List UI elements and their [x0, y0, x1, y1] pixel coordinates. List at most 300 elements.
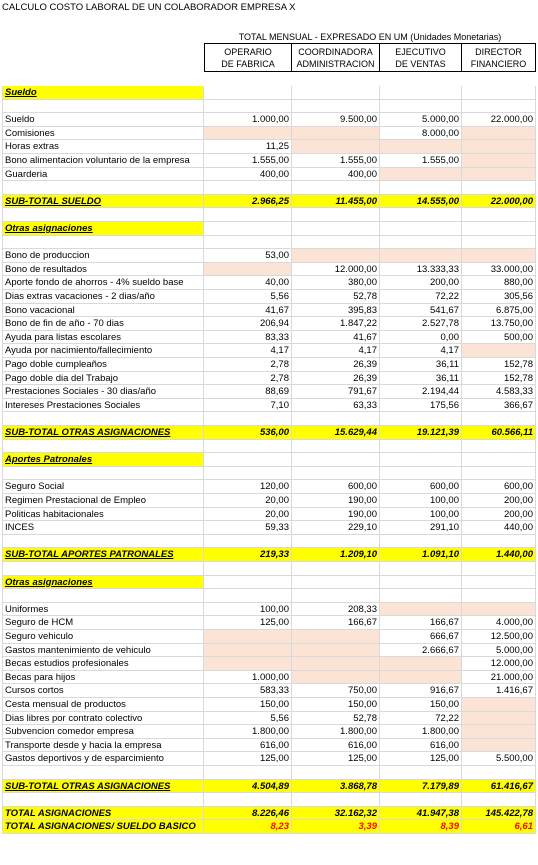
- value-cell: [462, 140, 536, 154]
- blank-row: [2, 440, 536, 454]
- value-cell: [204, 453, 292, 467]
- value-cell: 4,17: [292, 344, 380, 358]
- header-operario: [204, 44, 292, 72]
- value-cell: 400,00: [204, 168, 292, 182]
- value-cell: 440,00: [462, 521, 536, 535]
- value-cell: [380, 86, 462, 100]
- value-cell: 536,00: [204, 426, 292, 440]
- row-label: Bono de resultados: [2, 263, 204, 277]
- blank-row: [2, 562, 536, 576]
- value-cell: [462, 344, 536, 358]
- value-cell: 305,56: [462, 290, 536, 304]
- value-cell: [380, 562, 462, 576]
- row-label: SUB-TOTAL OTRAS ASIGNACIONES: [2, 780, 204, 794]
- value-cell: 583,33: [204, 684, 292, 698]
- value-cell: 5,56: [204, 712, 292, 726]
- table-row: [2, 494, 536, 508]
- row-label: Bono alimentacion voluntario de la empresa: [2, 154, 204, 168]
- value-cell: [380, 589, 462, 603]
- value-cell: 166,67: [292, 616, 380, 630]
- value-cell: 15.629,44: [292, 426, 380, 440]
- row-label: TOTAL ASIGNACIONES/ SUELDO BASICO: [2, 820, 204, 834]
- row-label: Seguro de HCM: [2, 616, 204, 630]
- value-cell: 190,00: [292, 508, 380, 522]
- value-cell: 125,00: [380, 752, 462, 766]
- value-cell: 291,10: [380, 521, 462, 535]
- row-label: Seguro vehiculo: [2, 630, 204, 644]
- value-cell: 150,00: [204, 698, 292, 712]
- value-cell: [204, 793, 292, 807]
- row-label: SUB-TOTAL APORTES PATRONALES: [2, 548, 204, 562]
- table-row: [2, 358, 536, 372]
- row-label: Bono de produccion: [2, 249, 204, 263]
- value-cell: 1.555,00: [204, 154, 292, 168]
- value-cell: 5,56: [204, 290, 292, 304]
- value-cell: [204, 766, 292, 780]
- value-cell: [380, 140, 462, 154]
- value-cell: 41,67: [204, 304, 292, 318]
- table-row: [2, 304, 536, 318]
- value-cell: 6.875,00: [462, 304, 536, 318]
- section-header-row: [2, 86, 536, 100]
- value-cell: [380, 766, 462, 780]
- value-cell: [462, 725, 536, 739]
- value-cell: [204, 657, 292, 671]
- value-cell: 21.000,00: [462, 671, 536, 685]
- value-cell: 125,00: [204, 616, 292, 630]
- value-cell: 880,00: [462, 276, 536, 290]
- value-cell: 22.000,00: [462, 195, 536, 209]
- value-cell: 2.666,67: [380, 644, 462, 658]
- value-cell: [462, 208, 536, 222]
- section-header-row: [2, 453, 536, 467]
- value-cell: 600,00: [380, 480, 462, 494]
- value-cell: 6,61: [462, 820, 536, 834]
- blank-row: [2, 467, 536, 481]
- value-cell: 616,00: [380, 739, 462, 753]
- table-row: [2, 399, 536, 413]
- value-cell: [292, 140, 380, 154]
- value-cell: [292, 766, 380, 780]
- value-cell: 14.555,00: [380, 195, 462, 209]
- value-cell: 1.000,00: [204, 671, 292, 685]
- value-cell: 1.209,10: [292, 548, 380, 562]
- value-cell: 1.555,00: [380, 154, 462, 168]
- value-cell: 219,33: [204, 548, 292, 562]
- value-cell: 63,33: [292, 399, 380, 413]
- value-cell: [292, 100, 380, 114]
- row-label: Aporte fondo de ahorros - 4% sueldo base: [2, 276, 204, 290]
- value-cell: 36,11: [380, 358, 462, 372]
- value-cell: [204, 208, 292, 222]
- value-cell: [462, 100, 536, 114]
- value-cell: 2,78: [204, 358, 292, 372]
- value-cell: 750,00: [292, 684, 380, 698]
- value-cell: 1.847,22: [292, 317, 380, 331]
- value-cell: 8.226,46: [204, 807, 292, 821]
- value-cell: [462, 154, 536, 168]
- table-row: [2, 657, 536, 671]
- header-director-line2: FINANCIERO: [470, 59, 527, 69]
- header-coordinadora: [292, 44, 380, 72]
- value-cell: 12.000,00: [462, 657, 536, 671]
- value-cell: [292, 249, 380, 263]
- value-cell: [380, 793, 462, 807]
- value-cell: [380, 440, 462, 454]
- value-cell: [380, 603, 462, 617]
- value-cell: 190,00: [292, 494, 380, 508]
- value-cell: [462, 222, 536, 236]
- value-cell: 600,00: [462, 480, 536, 494]
- value-cell: [462, 249, 536, 263]
- value-cell: [204, 236, 292, 250]
- row-label: Horas extras: [2, 140, 204, 154]
- ratio-row: [2, 820, 536, 834]
- value-cell: [380, 249, 462, 263]
- value-cell: [204, 589, 292, 603]
- value-cell: [204, 86, 292, 100]
- value-cell: 616,00: [292, 739, 380, 753]
- value-cell: [462, 603, 536, 617]
- value-cell: 145.422,78: [462, 807, 536, 821]
- subtotal-row: [2, 548, 536, 562]
- header-coordinadora-line2: ADMINISTRACION: [296, 59, 375, 69]
- value-cell: 72,22: [380, 290, 462, 304]
- row-label: Transporte desde y hacia la empresa: [2, 739, 204, 753]
- row-label: Politicas habitacionales: [2, 508, 204, 522]
- row-label: [2, 100, 204, 114]
- value-cell: 166,67: [380, 616, 462, 630]
- section-header-row: [2, 222, 536, 236]
- row-label: Sueldo: [2, 113, 204, 127]
- value-cell: 60.566,11: [462, 426, 536, 440]
- value-cell: 208,33: [292, 603, 380, 617]
- row-label: Becas para hijos: [2, 671, 204, 685]
- blank-row: [2, 236, 536, 250]
- value-cell: 916,67: [380, 684, 462, 698]
- value-cell: [462, 576, 536, 590]
- value-cell: [292, 793, 380, 807]
- value-cell: 1.416,67: [462, 684, 536, 698]
- blank-row: [2, 208, 536, 222]
- value-cell: 41.947,38: [380, 807, 462, 821]
- row-label: Dias extras vacaciones - 2 dias/año: [2, 290, 204, 304]
- row-label: Gastos deportivos y de esparcimiento: [2, 752, 204, 766]
- table-row: [2, 671, 536, 685]
- value-cell: [462, 181, 536, 195]
- value-cell: 83,33: [204, 331, 292, 345]
- header-group: TOTAL MENSUAL - EXPRESADO EN UM (Unidades Monetarias): [204, 30, 536, 44]
- row-label: Cursos cortos: [2, 684, 204, 698]
- table-row: [2, 521, 536, 535]
- value-cell: [380, 576, 462, 590]
- value-cell: [204, 181, 292, 195]
- value-cell: [292, 535, 380, 549]
- value-cell: 229,10: [292, 521, 380, 535]
- value-cell: [462, 535, 536, 549]
- table-row: [2, 644, 536, 658]
- row-label: [2, 467, 204, 481]
- table-row: [2, 508, 536, 522]
- row-label: [2, 535, 204, 549]
- header-director: [462, 44, 536, 72]
- row-label: INCES: [2, 521, 204, 535]
- value-cell: [380, 208, 462, 222]
- value-cell: [292, 562, 380, 576]
- value-cell: 2.966,25: [204, 195, 292, 209]
- table-row: [2, 616, 536, 630]
- blank-row: [2, 100, 536, 114]
- table-row: [2, 154, 536, 168]
- value-cell: 152,78: [462, 358, 536, 372]
- value-cell: 541,67: [380, 304, 462, 318]
- value-cell: 12.000,00: [292, 263, 380, 277]
- value-cell: [462, 453, 536, 467]
- value-cell: 1.800,00: [380, 725, 462, 739]
- table-row: [2, 263, 536, 277]
- row-label: [2, 236, 204, 250]
- header-ejecutivo-line2: DE VENTAS: [395, 59, 446, 69]
- table-row: [2, 480, 536, 494]
- header-coordinadora-line1: COORDINADORA: [298, 47, 373, 57]
- row-label: Intereses Prestaciones Sociales: [2, 399, 204, 413]
- blank-row: [2, 589, 536, 603]
- table-row: [2, 725, 536, 739]
- value-cell: 5.000,00: [462, 644, 536, 658]
- value-cell: 8.000,00: [380, 127, 462, 141]
- value-cell: [462, 412, 536, 426]
- value-cell: [462, 467, 536, 481]
- blank-row: [2, 793, 536, 807]
- value-cell: 206,94: [204, 317, 292, 331]
- table-row: [2, 712, 536, 726]
- value-cell: 100,00: [380, 508, 462, 522]
- value-cell: [462, 127, 536, 141]
- value-cell: 4.504,89: [204, 780, 292, 794]
- value-cell: [292, 236, 380, 250]
- value-cell: 61.416,67: [462, 780, 536, 794]
- subtotal-row: [2, 426, 536, 440]
- value-cell: 400,00: [292, 168, 380, 182]
- row-label: [2, 208, 204, 222]
- value-cell: [292, 127, 380, 141]
- value-cell: [292, 440, 380, 454]
- value-cell: 7,10: [204, 399, 292, 413]
- value-cell: 5.500,00: [462, 752, 536, 766]
- value-cell: [292, 589, 380, 603]
- value-cell: [380, 412, 462, 426]
- value-cell: 1.555,00: [292, 154, 380, 168]
- value-cell: [204, 222, 292, 236]
- row-label: Uniformes: [2, 603, 204, 617]
- value-cell: [204, 263, 292, 277]
- value-cell: [380, 222, 462, 236]
- value-cell: [292, 86, 380, 100]
- value-cell: 2,78: [204, 372, 292, 386]
- value-cell: 72,22: [380, 712, 462, 726]
- table-row: [2, 739, 536, 753]
- value-cell: [204, 535, 292, 549]
- value-cell: [204, 467, 292, 481]
- table-row: [2, 168, 536, 182]
- subtotal-row: [2, 195, 536, 209]
- row-label: Regimen Prestacional de Empleo: [2, 494, 204, 508]
- total-row: [2, 807, 536, 821]
- blank-row: [2, 766, 536, 780]
- row-label: [2, 412, 204, 426]
- value-cell: 2.527,78: [380, 317, 462, 331]
- value-cell: 40,00: [204, 276, 292, 290]
- row-label: Aportes Patronales: [2, 453, 204, 467]
- value-cell: 152,78: [462, 372, 536, 386]
- value-cell: 1.440,00: [462, 548, 536, 562]
- row-label: Guarderia: [2, 168, 204, 182]
- value-cell: [292, 453, 380, 467]
- table-row: [2, 317, 536, 331]
- value-cell: 20,00: [204, 494, 292, 508]
- row-label: [2, 562, 204, 576]
- row-label: SUB-TOTAL OTRAS ASIGNACIONES: [2, 426, 204, 440]
- value-cell: [204, 644, 292, 658]
- row-label: Prestaciones Sociales - 30 dias/año: [2, 385, 204, 399]
- value-cell: 3,39: [292, 820, 380, 834]
- value-cell: [462, 168, 536, 182]
- value-cell: 1.800,00: [204, 725, 292, 739]
- value-cell: 175,56: [380, 399, 462, 413]
- value-cell: [462, 440, 536, 454]
- value-cell: [380, 467, 462, 481]
- value-cell: [462, 766, 536, 780]
- value-cell: [462, 86, 536, 100]
- row-label: [2, 793, 204, 807]
- value-cell: [292, 208, 380, 222]
- value-cell: [292, 657, 380, 671]
- value-cell: 13.750,00: [462, 317, 536, 331]
- row-label: Dias libres por contrato colectivo: [2, 712, 204, 726]
- value-cell: [292, 630, 380, 644]
- value-cell: 500,00: [462, 331, 536, 345]
- value-cell: 380,00: [292, 276, 380, 290]
- value-cell: 20,00: [204, 508, 292, 522]
- value-cell: 8,39: [380, 820, 462, 834]
- value-cell: 26,39: [292, 358, 380, 372]
- value-cell: 100,00: [204, 603, 292, 617]
- table-row: [2, 698, 536, 712]
- row-label: Otras asignaciones: [2, 222, 204, 236]
- value-cell: 125,00: [292, 752, 380, 766]
- value-cell: [380, 671, 462, 685]
- sheet-title: CALCULO COSTO LABORAL DE UN COLABORADOR EMPRESA X: [2, 2, 296, 13]
- value-cell: [204, 562, 292, 576]
- value-cell: 41,67: [292, 331, 380, 345]
- row-label: Bono vacacional: [2, 304, 204, 318]
- table-row: [2, 249, 536, 263]
- value-cell: 1.800,00: [292, 725, 380, 739]
- value-cell: [462, 562, 536, 576]
- row-label: Ayuda por nacimiento/fallecimiento: [2, 344, 204, 358]
- row-label: Comisiones: [2, 127, 204, 141]
- row-label: Pago doble cumpleaños: [2, 358, 204, 372]
- value-cell: 59,33: [204, 521, 292, 535]
- value-cell: [204, 630, 292, 644]
- value-cell: 600,00: [292, 480, 380, 494]
- value-cell: [292, 181, 380, 195]
- row-label: Otras asignaciones: [2, 576, 204, 590]
- value-cell: [380, 535, 462, 549]
- row-label: [2, 440, 204, 454]
- value-cell: [204, 100, 292, 114]
- value-cell: [462, 698, 536, 712]
- blank-row: [2, 412, 536, 426]
- value-cell: [462, 236, 536, 250]
- value-cell: 200,00: [462, 494, 536, 508]
- value-cell: 33.000,00: [462, 263, 536, 277]
- row-label: TOTAL ASIGNACIONES: [2, 807, 204, 821]
- value-cell: 9.500,00: [292, 113, 380, 127]
- row-label: Cesta mensual de productos: [2, 698, 204, 712]
- value-cell: [462, 589, 536, 603]
- value-cell: [380, 168, 462, 182]
- value-cell: 22.000,00: [462, 113, 536, 127]
- value-cell: [462, 712, 536, 726]
- value-cell: 19.121,39: [380, 426, 462, 440]
- value-cell: [380, 657, 462, 671]
- value-cell: 4.000,00: [462, 616, 536, 630]
- table-row: [2, 140, 536, 154]
- value-cell: [292, 222, 380, 236]
- value-cell: [462, 793, 536, 807]
- value-cell: 200,00: [462, 508, 536, 522]
- value-cell: [292, 576, 380, 590]
- value-cell: 100,00: [380, 494, 462, 508]
- subtotal-row: [2, 780, 536, 794]
- table-row: [2, 372, 536, 386]
- row-label: Bono de fin de año - 70 dias: [2, 317, 204, 331]
- value-cell: 150,00: [380, 698, 462, 712]
- value-cell: 52,78: [292, 290, 380, 304]
- blank-row: [2, 535, 536, 549]
- value-cell: [380, 181, 462, 195]
- row-label: Ayuda para listas escolares: [2, 331, 204, 345]
- header-operario-line1: OPERARIO: [224, 47, 272, 57]
- value-cell: 666,67: [380, 630, 462, 644]
- value-cell: [380, 100, 462, 114]
- value-cell: 4,17: [204, 344, 292, 358]
- row-label: [2, 181, 204, 195]
- value-cell: [292, 412, 380, 426]
- table-row: [2, 630, 536, 644]
- value-cell: 88,69: [204, 385, 292, 399]
- value-cell: 11.455,00: [292, 195, 380, 209]
- row-label: Seguro Social: [2, 480, 204, 494]
- blank-row: [2, 181, 536, 195]
- value-cell: 4.583,33: [462, 385, 536, 399]
- value-cell: [292, 671, 380, 685]
- value-cell: 26,39: [292, 372, 380, 386]
- value-cell: 5.000,00: [380, 113, 462, 127]
- value-cell: 52,78: [292, 712, 380, 726]
- value-cell: 0,00: [380, 331, 462, 345]
- table-row: [2, 684, 536, 698]
- table-row: [2, 113, 536, 127]
- value-cell: 36,11: [380, 372, 462, 386]
- row-label: SUB-TOTAL SUELDO: [2, 195, 204, 209]
- value-cell: [380, 236, 462, 250]
- value-cell: 7.179,89: [380, 780, 462, 794]
- value-cell: 791,67: [292, 385, 380, 399]
- value-cell: [292, 467, 380, 481]
- header-director-line1: DIRECTOR: [475, 47, 522, 57]
